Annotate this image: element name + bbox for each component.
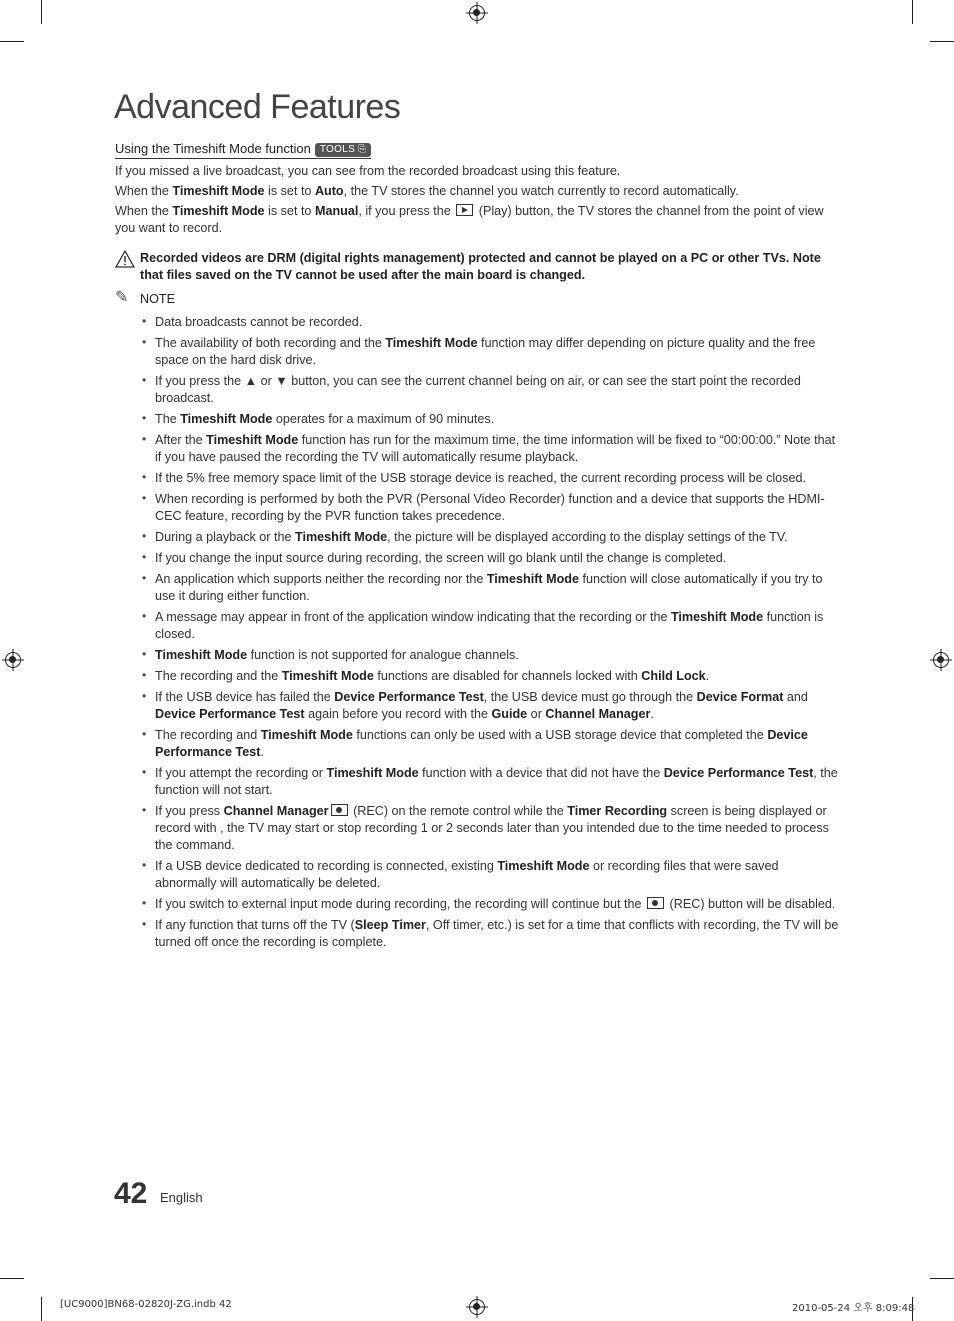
note-heading: ✎ NOTE (115, 289, 175, 306)
crop-mark (0, 41, 24, 42)
note-item: • The Timeshift Mode operates for a maximum of 90 minutes. (155, 411, 843, 428)
note-item: • An application which supports neither the recording nor the Timeshift Mode function will close automatically if you try to use it during either function. (155, 571, 843, 605)
note-list (115, 314, 843, 951)
crop-mark (0, 1278, 24, 1279)
auto-paragraph: When the Timeshift Mode is set to Auto, the TV stores the channel you watch currently to record automatically. (115, 184, 739, 198)
note-item: • If a USB device dedicated to recording is connected, existing Timeshift Mode or recording files that were saved abnormally will automatically be deleted. (155, 858, 843, 892)
note-item: • If you change the input source during recording, the screen will go blank until the change is completed. (155, 550, 843, 567)
note-item: • The recording and the Timeshift Mode functions are disabled for channels locked with Child Lock. (155, 668, 843, 685)
crop-mark (41, 0, 42, 24)
footer-file: [UC9000]BN68-02820J-ZG.indb 42 (60, 1299, 232, 1310)
warning-icon (115, 250, 135, 268)
note-item: • A message may appear in front of the application window indicating that the recording or the Timeshift Mode function is closed. (155, 609, 843, 643)
registration-mark-icon (933, 652, 949, 668)
note-item: • If any function that turns off the TV (Sleep Timer, Off timer, etc.) is set for a time that conflicts with recording, the TV will be turned off once the recording is complete. (155, 917, 843, 951)
content (115, 140, 843, 955)
caution-block: Recorded videos are DRM (digital rights management) protected and cannot be played on a PC or other TVs. Note that files saved on the TV cannot be used after the main board is changed. (115, 250, 843, 284)
note-item: • If you attempt the recording or Timeshift Mode function with a device that did not have the Device Performance Test, the function will not start. (155, 765, 843, 799)
rec-button-icon (647, 897, 664, 909)
section-heading: Using the Timeshift Mode function TOOLS ⎘ (115, 140, 371, 159)
registration-mark-icon (5, 652, 21, 668)
page-language: English (160, 1190, 203, 1205)
note-item: • The recording and Timeshift Mode functions can only be used with a USB storage device that completed the Device Performance Test. (155, 727, 843, 761)
note-item: • If the USB device has failed the Device Performance Test, the USB device must go through the Device Format and Device Performance Test again before you record with the Guide or Channel Manager. (155, 689, 843, 723)
note-item: • Timeshift Mode function is not supported for analogue channels. (155, 647, 843, 664)
note-item: • When recording is performed by both the PVR (Personal Video Recorder) function and a device that supports the HDMI-CEC feature, recording by the PVR function takes precedence. (155, 491, 843, 525)
note-item: • If you press Channel Manager (REC) on the remote control while the Timer Recording screen is being displayed or record with , the TV may start or stop recording 1 or 2 seconds later than you intended due to the time needed to process the command. (155, 803, 843, 854)
manual-paragraph: When the Timeshift Mode is set to Manual, if you press the (Play) button, the TV stores the channel from the point of view you want to record. (115, 204, 824, 235)
note-item: • Data broadcasts cannot be recorded. (155, 314, 843, 331)
crop-mark (912, 0, 913, 24)
note-item: • If the 5% free memory space limit of the USB storage device is reached, the current recording process will be closed. (155, 470, 843, 487)
crop-mark (930, 41, 954, 42)
play-button-icon (456, 204, 473, 216)
note-item: • The availability of both recording and the Timeshift Mode function may differ depending on picture quality and the free space on the hard disk drive. (155, 335, 843, 369)
pencil-icon: ✎ (115, 289, 129, 306)
note-item: • If you press the ▲ or ▼ button, you can see the current channel being on air, or can see the start point the recorded broadcast. (155, 373, 843, 407)
crop-mark (41, 1297, 42, 1321)
rec-button-icon (331, 804, 348, 816)
footer-timestamp: 2010-05-24 오후 8:09:48 (792, 1303, 915, 1314)
note-item: • During a playback or the Timeshift Mode, the picture will be displayed according to the display settings of the TV. (155, 529, 843, 546)
crop-mark (930, 1278, 954, 1279)
registration-mark-icon (469, 5, 485, 21)
page-title: Advanced Features (114, 88, 401, 126)
intro-paragraph: If you missed a live broadcast, you can see from the recorded broadcast using this feature. (115, 164, 621, 178)
tools-badge: TOOLS ⎘ (315, 143, 372, 157)
registration-mark-icon (469, 1299, 485, 1315)
note-item: • After the Timeshift Mode function has run for the maximum time, the time information will be fixed to “00:00:00.” Note that if you have paused the recording the TV will automatically resume playback. (155, 432, 843, 466)
note-item: • If you switch to external input mode during recording, the recording will continue but the (REC) button will be disabled. (155, 896, 843, 913)
page-number: 42 (114, 1177, 148, 1210)
